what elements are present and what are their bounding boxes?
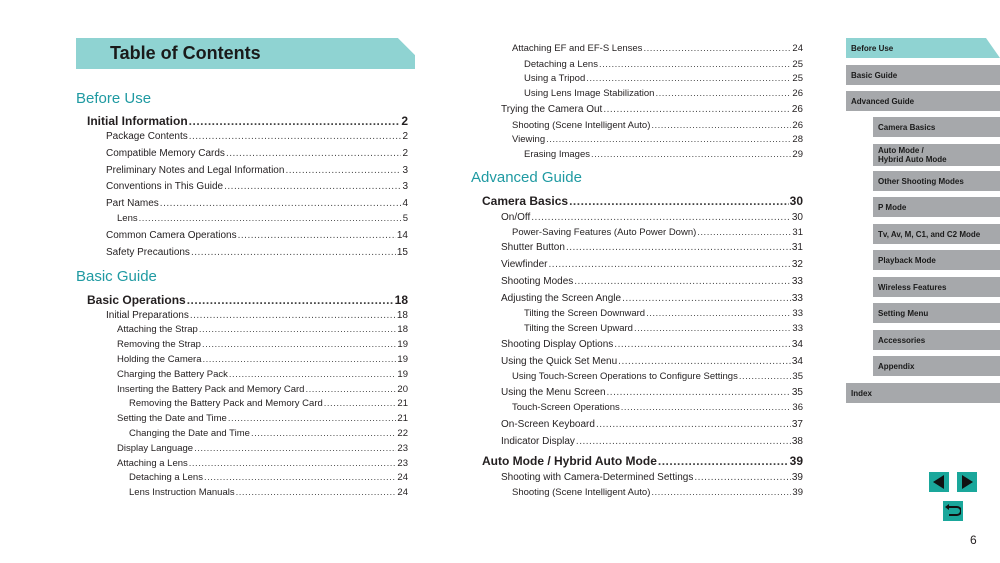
toc-entry-title: Indicator Display bbox=[501, 436, 575, 447]
toc-entry-page: 24 bbox=[397, 472, 408, 483]
toc-entry-title: Touch-Screen Operations bbox=[512, 402, 620, 413]
dot-leader bbox=[160, 198, 402, 209]
nav-item-label: Advanced Guide bbox=[851, 96, 915, 106]
toc-entry-page: 3 bbox=[402, 165, 408, 176]
toc-entry-title: Inserting the Battery Pack and Memory Card bbox=[117, 384, 305, 395]
dot-leader bbox=[634, 323, 791, 334]
nav-item[interactable] bbox=[846, 91, 1000, 111]
page-number: 6 bbox=[970, 533, 977, 547]
nav-item-label: Setting Menu bbox=[878, 308, 929, 318]
dot-leader bbox=[251, 428, 396, 439]
dot-leader bbox=[739, 371, 792, 382]
dot-leader bbox=[224, 181, 401, 192]
toc-entry-page: 25 bbox=[792, 73, 803, 84]
toc-entry-title: Safety Precautions bbox=[106, 247, 190, 258]
toc-entry[interactable] bbox=[106, 247, 408, 258]
toc-entry-page: 24 bbox=[397, 487, 408, 498]
return-arrow-icon bbox=[945, 504, 961, 518]
nav-item[interactable] bbox=[846, 38, 1000, 58]
toc-banner bbox=[76, 38, 415, 69]
toc-entry[interactable] bbox=[117, 339, 408, 350]
toc-entry-title: Auto Mode / Hybrid Auto Mode bbox=[482, 454, 657, 468]
toc-entry-title: Tilting the Screen Downward bbox=[524, 308, 646, 319]
dot-leader bbox=[324, 398, 397, 409]
toc-entry[interactable] bbox=[117, 413, 408, 424]
dot-leader bbox=[228, 413, 397, 424]
toc-entry-page: 26 bbox=[791, 104, 803, 115]
toc-entry-title: Camera Basics bbox=[482, 194, 569, 208]
toc-entry-title: Setting the Date and Time bbox=[117, 413, 227, 424]
toc-entry-page: 14 bbox=[396, 230, 408, 241]
toc-entry[interactable] bbox=[512, 487, 803, 498]
prev-page-button[interactable] bbox=[929, 472, 949, 492]
toc-entry[interactable] bbox=[87, 293, 408, 307]
toc-entry-title: Lens Instruction Manuals bbox=[129, 487, 235, 498]
toc-entry[interactable] bbox=[501, 387, 803, 398]
toc-entry-title: Shooting (Scene Intelligent Auto) bbox=[512, 120, 651, 131]
toc-entry-title: Initial Preparations bbox=[106, 310, 189, 321]
toc-entry[interactable] bbox=[129, 398, 408, 409]
toc-entry-title: Part Names bbox=[106, 198, 159, 209]
dot-leader bbox=[576, 436, 791, 447]
toc-entry[interactable] bbox=[106, 165, 408, 176]
dot-leader bbox=[591, 149, 791, 160]
toc-entry-title: Viewing bbox=[512, 134, 546, 145]
toc-entry-page: 18 bbox=[394, 293, 408, 307]
triangle-right-icon bbox=[961, 475, 973, 489]
dot-leader bbox=[238, 230, 396, 241]
toc-entry-page: 25 bbox=[792, 59, 803, 70]
dot-leader bbox=[531, 212, 791, 223]
toc-entry-page: 39 bbox=[789, 454, 803, 468]
nav-item[interactable] bbox=[873, 197, 1000, 217]
dot-leader bbox=[139, 213, 402, 224]
nav-item-label: Playback Mode bbox=[878, 255, 936, 265]
toc-entry[interactable] bbox=[512, 227, 803, 238]
toc-entry[interactable] bbox=[524, 323, 803, 334]
dot-leader bbox=[190, 310, 396, 321]
toc-entry[interactable] bbox=[512, 371, 803, 382]
toc-entry-title: On-Screen Keyboard bbox=[501, 419, 595, 430]
toc-entry-page: 21 bbox=[397, 413, 408, 424]
toc-entry-title: Shooting with Camera-Determined Settings bbox=[501, 472, 694, 483]
nav-item-label: Tv, Av, M, C1, and C2 Mode bbox=[878, 229, 981, 239]
toc-entry[interactable] bbox=[501, 436, 803, 447]
dot-leader bbox=[226, 148, 402, 159]
toc-entry-title: Using a Tripod bbox=[524, 73, 586, 84]
toc-entry-title: Adjusting the Screen Angle bbox=[501, 293, 622, 304]
triangle-left-icon bbox=[933, 475, 945, 489]
dot-leader bbox=[655, 88, 791, 99]
dot-leader bbox=[187, 293, 394, 307]
toc-entry[interactable] bbox=[482, 454, 803, 468]
toc-entry[interactable] bbox=[524, 73, 803, 84]
toc-entry-page: 35 bbox=[792, 371, 803, 382]
toc-entry-page: 18 bbox=[397, 324, 408, 335]
return-button[interactable] bbox=[943, 501, 963, 521]
nav-item[interactable] bbox=[873, 303, 1000, 323]
toc-entry-page: 39 bbox=[791, 472, 803, 483]
toc-entry[interactable] bbox=[106, 148, 408, 159]
toc-entry-page: 33 bbox=[791, 293, 803, 304]
toc-entry-page: 33 bbox=[792, 323, 803, 334]
dot-leader bbox=[569, 194, 789, 208]
toc-entry-page: 38 bbox=[791, 436, 803, 447]
nav-item[interactable] bbox=[873, 224, 1000, 244]
corner-fold-icon bbox=[986, 38, 1000, 58]
toc-entry-page: 21 bbox=[397, 398, 408, 409]
nav-item-label: Auto Mode / Hybrid Auto Mode bbox=[878, 146, 947, 164]
toc-entry-page: 32 bbox=[791, 259, 803, 270]
dot-leader bbox=[566, 242, 791, 253]
dot-leader bbox=[646, 308, 791, 319]
toc-entry-page: 23 bbox=[397, 443, 408, 454]
nav-item-label: Camera Basics bbox=[878, 122, 936, 132]
dot-leader bbox=[622, 293, 791, 304]
toc-entry[interactable] bbox=[106, 310, 408, 321]
toc-entry-title: Shooting Modes bbox=[501, 276, 574, 287]
dot-leader bbox=[285, 165, 401, 176]
dot-leader bbox=[189, 131, 402, 142]
toc-entry[interactable] bbox=[129, 428, 408, 439]
toc-entry[interactable] bbox=[512, 402, 803, 413]
toc-entry[interactable] bbox=[117, 354, 408, 365]
toc-entry[interactable] bbox=[501, 472, 803, 483]
dot-leader bbox=[236, 487, 397, 498]
dot-leader bbox=[618, 356, 791, 367]
toc-entry-page: 31 bbox=[791, 242, 803, 253]
dot-leader bbox=[586, 73, 791, 84]
dot-leader bbox=[651, 487, 791, 498]
toc-entry[interactable] bbox=[117, 369, 408, 380]
toc-entry[interactable] bbox=[106, 181, 408, 192]
nav-item-label: Before Use bbox=[851, 43, 894, 53]
toc-entry-page: 31 bbox=[792, 227, 803, 238]
toc-entry[interactable] bbox=[117, 324, 408, 335]
toc-entry[interactable] bbox=[106, 230, 408, 241]
toc-entry[interactable] bbox=[501, 293, 803, 304]
toc-entry-title: Using Touch-Screen Operations to Configure Settings bbox=[512, 371, 738, 382]
toc-entry-title: Shutter Button bbox=[501, 242, 565, 253]
dot-leader bbox=[549, 259, 791, 270]
toc-entry-title: Initial Information bbox=[87, 114, 188, 128]
toc-entry[interactable] bbox=[524, 308, 803, 319]
toc-entry-page: 37 bbox=[791, 419, 803, 430]
toc-entry-page: 19 bbox=[397, 354, 408, 365]
toc-entry-title: Common Camera Operations bbox=[106, 230, 237, 241]
toc-entry[interactable] bbox=[524, 149, 803, 160]
toc-entry-title: Tilting the Screen Upward bbox=[524, 323, 633, 334]
toc-entry-page: 20 bbox=[397, 384, 408, 395]
toc-entry[interactable] bbox=[129, 487, 408, 498]
nav-item-label: Index bbox=[851, 388, 872, 398]
toc-entry-page: 5 bbox=[402, 213, 408, 224]
toc-entry[interactable] bbox=[87, 114, 408, 128]
toc-entry-page: 19 bbox=[397, 369, 408, 380]
toc-entry-page: 2 bbox=[402, 131, 408, 142]
nav-item[interactable] bbox=[873, 117, 1000, 137]
toc-entry-page: 33 bbox=[792, 308, 803, 319]
dot-leader bbox=[204, 472, 396, 483]
nav-item[interactable] bbox=[873, 250, 1000, 270]
toc-entry-title: Charging the Battery Pack bbox=[117, 369, 228, 380]
toc-entry-title: On/Off bbox=[501, 212, 531, 223]
toc-entry-title: Attaching the Strap bbox=[117, 324, 198, 335]
toc-entry-title: Display Language bbox=[117, 443, 194, 454]
toc-entry-page: 15 bbox=[396, 247, 408, 258]
dot-leader bbox=[189, 458, 397, 469]
nav-item[interactable] bbox=[873, 144, 1000, 166]
toc-entry[interactable] bbox=[501, 212, 803, 223]
toc-entry[interactable] bbox=[501, 242, 803, 253]
dot-leader bbox=[203, 354, 397, 365]
dot-leader bbox=[643, 43, 791, 54]
section-heading[interactable]: Advanced Guide bbox=[471, 169, 582, 186]
toc-entry-title: Shooting Display Options bbox=[501, 339, 614, 350]
dot-leader bbox=[202, 339, 396, 350]
toc-entry-title: Viewfinder bbox=[501, 259, 548, 270]
dot-leader bbox=[229, 369, 397, 380]
toc-entry-title: Removing the Strap bbox=[117, 339, 201, 350]
toc-entry-title: Shooting (Scene Intelligent Auto) bbox=[512, 487, 651, 498]
toc-entry-title: Using the Quick Set Menu bbox=[501, 356, 618, 367]
dot-leader bbox=[651, 120, 791, 131]
toc-entry-title: Removing the Battery Pack and Memory Card bbox=[129, 398, 323, 409]
toc-entry[interactable] bbox=[524, 59, 803, 70]
toc-entry-page: 23 bbox=[397, 458, 408, 469]
dot-leader bbox=[697, 227, 791, 238]
toc-entry[interactable] bbox=[512, 120, 803, 131]
toc-entry-title: Conventions in This Guide bbox=[106, 181, 224, 192]
toc-entry-page: 26 bbox=[792, 88, 803, 99]
section-heading[interactable]: Basic Guide bbox=[76, 268, 157, 285]
nav-item[interactable] bbox=[873, 171, 1000, 191]
toc-entry-title: Attaching a Lens bbox=[117, 458, 188, 469]
dot-leader bbox=[194, 443, 396, 454]
toc-entry-title: Package Contents bbox=[106, 131, 188, 142]
toc-entry[interactable] bbox=[501, 419, 803, 430]
nav-item-label: Wireless Features bbox=[878, 282, 947, 292]
toc-entry-page: 4 bbox=[402, 198, 408, 209]
dot-leader bbox=[305, 384, 396, 395]
toc-entry-page: 35 bbox=[791, 387, 803, 398]
nav-item-label: Accessories bbox=[878, 335, 926, 345]
nav-item-label: P Mode bbox=[878, 202, 907, 212]
toc-entry[interactable] bbox=[501, 356, 803, 367]
toc-entry-page: 33 bbox=[791, 276, 803, 287]
toc-entry[interactable] bbox=[117, 384, 408, 395]
dot-leader bbox=[599, 59, 791, 70]
toc-entry[interactable] bbox=[501, 339, 803, 350]
toc-entry-page: 36 bbox=[792, 402, 803, 413]
nav-item[interactable] bbox=[846, 65, 1000, 85]
toc-entry[interactable] bbox=[117, 443, 408, 454]
toc-entry[interactable] bbox=[501, 104, 803, 115]
nav-item-label: Appendix bbox=[878, 361, 915, 371]
dot-leader bbox=[546, 134, 791, 145]
toc-entry-title: Power-Saving Features (Auto Power Down) bbox=[512, 227, 697, 238]
toc-entry-title: Compatible Memory Cards bbox=[106, 148, 225, 159]
toc-entry-page: 22 bbox=[397, 428, 408, 439]
dot-leader bbox=[603, 104, 791, 115]
page-title: Table of Contents bbox=[110, 43, 261, 63]
toc-entry-title: Trying the Camera Out bbox=[501, 104, 603, 115]
toc-entry-page: 18 bbox=[396, 310, 408, 321]
nav-item-label: Basic Guide bbox=[851, 70, 898, 80]
toc-entry-title: Basic Operations bbox=[87, 293, 186, 307]
toc-entry[interactable] bbox=[501, 259, 803, 270]
dot-leader bbox=[191, 247, 396, 258]
nav-item-label: Other Shooting Modes bbox=[878, 176, 964, 186]
dot-leader bbox=[658, 454, 789, 468]
toc-entry-page: 19 bbox=[397, 339, 408, 350]
nav-item[interactable] bbox=[846, 383, 1000, 403]
toc-entry-page: 3 bbox=[402, 181, 408, 192]
nav-item[interactable] bbox=[873, 277, 1000, 297]
toc-entry-page: 30 bbox=[789, 194, 803, 208]
toc-entry-title: Detaching a Lens bbox=[524, 59, 598, 70]
toc-entry-title: Detaching a Lens bbox=[129, 472, 203, 483]
dot-leader bbox=[694, 472, 791, 483]
toc-entry-title: Preliminary Notes and Legal Information bbox=[106, 165, 285, 176]
toc-entry-page: 28 bbox=[792, 134, 803, 145]
dot-leader bbox=[614, 339, 791, 350]
dot-leader bbox=[189, 114, 401, 128]
toc-entry-page: 39 bbox=[792, 487, 803, 498]
toc-entry-page: 24 bbox=[792, 43, 803, 54]
toc-entry-page: 2 bbox=[402, 148, 408, 159]
dot-leader bbox=[607, 387, 791, 398]
toc-entry-page: 2 bbox=[401, 114, 408, 128]
toc-entry-title: Using the Menu Screen bbox=[501, 387, 606, 398]
toc-entry-title: Attaching EF and EF-S Lenses bbox=[512, 43, 643, 54]
toc-entry[interactable] bbox=[117, 458, 408, 469]
toc-entry-page: 29 bbox=[792, 149, 803, 160]
toc-entry-page: 26 bbox=[792, 120, 803, 131]
toc-entry-page: 34 bbox=[791, 356, 803, 367]
toc-entry[interactable] bbox=[501, 276, 803, 287]
dot-leader bbox=[199, 324, 397, 335]
toc-entry-page: 34 bbox=[791, 339, 803, 350]
toc-entry[interactable] bbox=[106, 198, 408, 209]
toc-entry[interactable] bbox=[106, 131, 408, 142]
dot-leader bbox=[596, 419, 791, 430]
toc-entry[interactable] bbox=[512, 43, 803, 54]
next-page-button[interactable] bbox=[957, 472, 977, 492]
toc-entry-title: Using Lens Image Stabilization bbox=[524, 88, 655, 99]
nav-item[interactable] bbox=[873, 330, 1000, 350]
toc-entry-title: Lens bbox=[117, 213, 138, 224]
dot-leader bbox=[574, 276, 791, 287]
toc-entry[interactable] bbox=[512, 134, 803, 145]
toc-entry-title: Holding the Camera bbox=[117, 354, 202, 365]
section-heading[interactable]: Before Use bbox=[76, 90, 152, 107]
toc-entry-page: 30 bbox=[791, 212, 803, 223]
toc-entry-title: Changing the Date and Time bbox=[129, 428, 250, 439]
toc-entry[interactable] bbox=[482, 194, 803, 208]
toc-entry[interactable] bbox=[129, 472, 408, 483]
nav-item[interactable] bbox=[873, 356, 1000, 376]
toc-entry[interactable] bbox=[117, 213, 408, 224]
toc-entry[interactable] bbox=[524, 88, 803, 99]
dot-leader bbox=[621, 402, 792, 413]
toc-entry-title: Erasing Images bbox=[524, 149, 591, 160]
